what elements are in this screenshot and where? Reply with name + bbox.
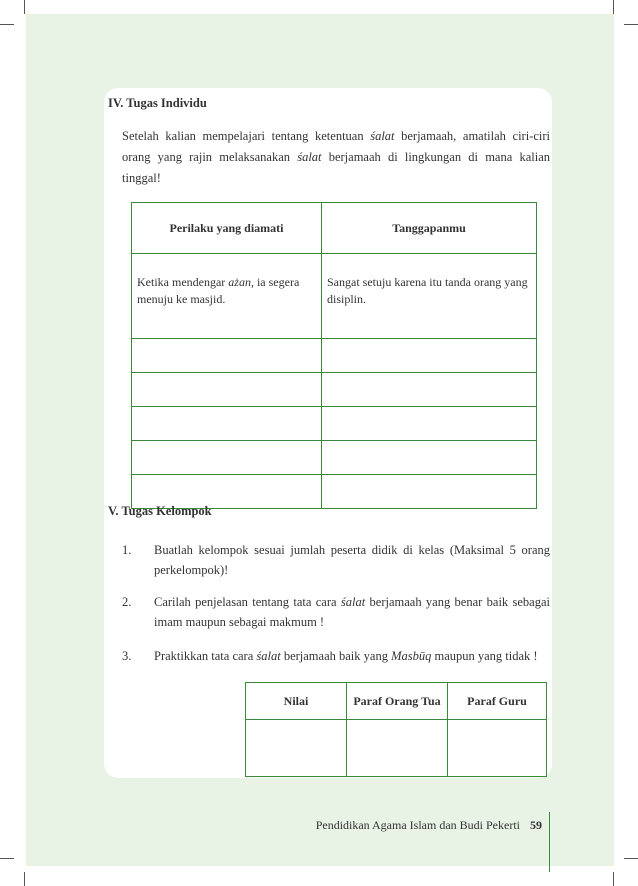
table-row [132, 373, 537, 407]
term-azan: ażan [228, 275, 251, 289]
parent-signature-cell[interactable] [347, 720, 448, 777]
empty-cell[interactable] [322, 475, 537, 509]
section-5-heading: V. Tugas Kelompok [108, 504, 212, 518]
table-row [246, 720, 547, 777]
crop-mark [24, 872, 25, 886]
example-behavior-cell: Ketika mendengar ażan, ia segera menuju ke masjid. [132, 254, 322, 339]
crop-mark [24, 0, 25, 14]
teacher-signature-cell[interactable] [448, 720, 547, 777]
crop-mark [624, 24, 638, 25]
table-row [132, 254, 537, 339]
column-header-response: Tanggapanmu [322, 203, 537, 254]
empty-cell[interactable] [322, 441, 537, 475]
empty-cell[interactable] [322, 407, 537, 441]
empty-cell[interactable] [322, 339, 537, 373]
crop-mark [613, 872, 614, 886]
term-salat: śalat [370, 129, 395, 143]
list-item: 2. Carilah penjelasan tentang tata cara śalat berjamaah yang benar baik sebagai imam maupun sebagai makmum ! [122, 595, 550, 629]
assessment-table [245, 682, 547, 777]
table-row [132, 407, 537, 441]
empty-cell[interactable] [132, 407, 322, 441]
footer-divider [549, 812, 550, 872]
crop-mark [0, 24, 14, 25]
crop-mark [613, 0, 614, 14]
term-masbuq: Masbūq [391, 649, 432, 663]
term-salat: śalat [340, 595, 366, 609]
column-header-score: Nilai [246, 683, 347, 720]
empty-cell[interactable] [322, 373, 537, 407]
observation-table [131, 202, 537, 509]
list-item: 1. Buatlah kelompok sesuai jumlah peserta didik di kelas (Maksimal 5 orang perkelompok)! [122, 543, 550, 577]
empty-cell[interactable] [132, 339, 322, 373]
table-row [132, 441, 537, 475]
page-number: 59 [530, 818, 542, 832]
page-footer [280, 818, 542, 833]
section-4-heading: IV. Tugas Individu [108, 96, 207, 110]
table-row [132, 339, 537, 373]
list-item: 3. Praktikkan tata cara śalat berjamaah baik yang Masbūq maupun yang tidak ! [122, 649, 538, 663]
column-header-teacher-signature: Paraf Guru [448, 683, 547, 720]
crop-mark [0, 858, 14, 859]
section-4-instructions: Setelah kalian mempelajari tentang ketentuan śalat berjamaah, amatilah ciri-ciri orang yang rajin melaksanakan śalat berjamaah di lingkungan di mana kalian tinggal! [122, 129, 551, 185]
column-header-behavior: Perilaku yang diamati [132, 203, 322, 254]
example-response-cell: Sangat setuju karena itu tanda orang yang disiplin. [322, 254, 537, 339]
empty-cell[interactable] [132, 373, 322, 407]
score-cell[interactable] [246, 720, 347, 777]
term-salat: śalat [256, 649, 281, 663]
table-header-row [132, 203, 537, 254]
crop-mark [624, 858, 638, 859]
table-header-row [246, 683, 547, 720]
empty-cell[interactable] [132, 441, 322, 475]
book-title: Pendidikan Agama Islam dan Budi Pekerti [315, 818, 520, 832]
term-salat: śalat [297, 150, 322, 164]
column-header-parent-signature: Paraf Orang Tua [347, 683, 448, 720]
